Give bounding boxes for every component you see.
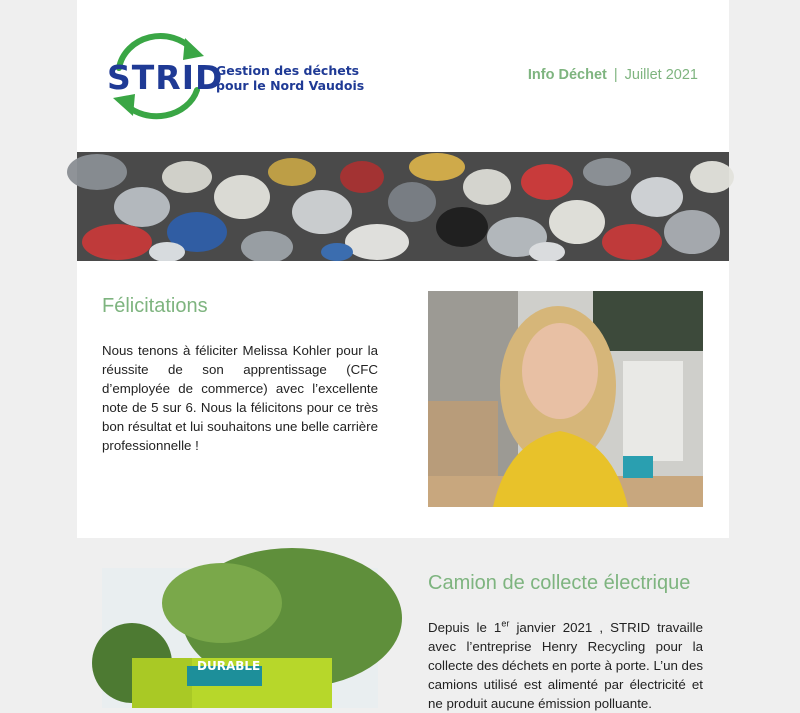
text-part-1: Depuis le 1 bbox=[428, 620, 502, 635]
section-body-text bbox=[428, 618, 703, 713]
logo-tagline bbox=[216, 63, 366, 93]
issue-name: Info Déchet bbox=[527, 67, 607, 83]
issue-info bbox=[528, 67, 698, 83]
section-title: Camion de collecte électrique bbox=[428, 572, 691, 594]
section-camion bbox=[77, 538, 729, 711]
portrait-photo bbox=[428, 291, 703, 507]
portrait-image bbox=[428, 291, 703, 507]
electric-truck-photo bbox=[102, 568, 378, 708]
crushed-cans-image bbox=[77, 152, 729, 261]
tagline-line-2: pour le Nord Vaudois bbox=[216, 78, 365, 93]
tagline-line-1: Gestion des déchets bbox=[216, 63, 360, 78]
issue-date: Juillet 2021 bbox=[624, 67, 698, 83]
strid-logo[interactable] bbox=[105, 28, 365, 123]
truck-image bbox=[102, 568, 378, 708]
logo-wordmark: STRID bbox=[107, 58, 224, 97]
newsletter bbox=[77, 0, 729, 711]
issue-separator: | bbox=[613, 67, 618, 83]
header bbox=[77, 0, 729, 152]
text-superscript: er bbox=[501, 618, 510, 629]
truck-label: DURABLE bbox=[197, 659, 261, 673]
banner-image bbox=[77, 152, 729, 261]
section-title: Félicitations bbox=[102, 295, 208, 317]
text-part-2: janvier 2021 , STRID travaille avec l’entreprise Henry Recycling pour la collecte des déchets en porte à porte. L’un des camions utilisé est alimenté par électricité et ne produit aucune émission polluante. bbox=[428, 620, 703, 711]
section-body-text: Nous tenons à féliciter Melissa Kohler pour la réussite de son apprentissage (CFC d’employée de commerce) avec l’excellente note de 5 sur 6. Nous la félicitons pour ce très bon résultat et lui souhaitons une belle carrière professionnelle ! bbox=[102, 343, 378, 453]
section-felicitations bbox=[77, 261, 729, 538]
